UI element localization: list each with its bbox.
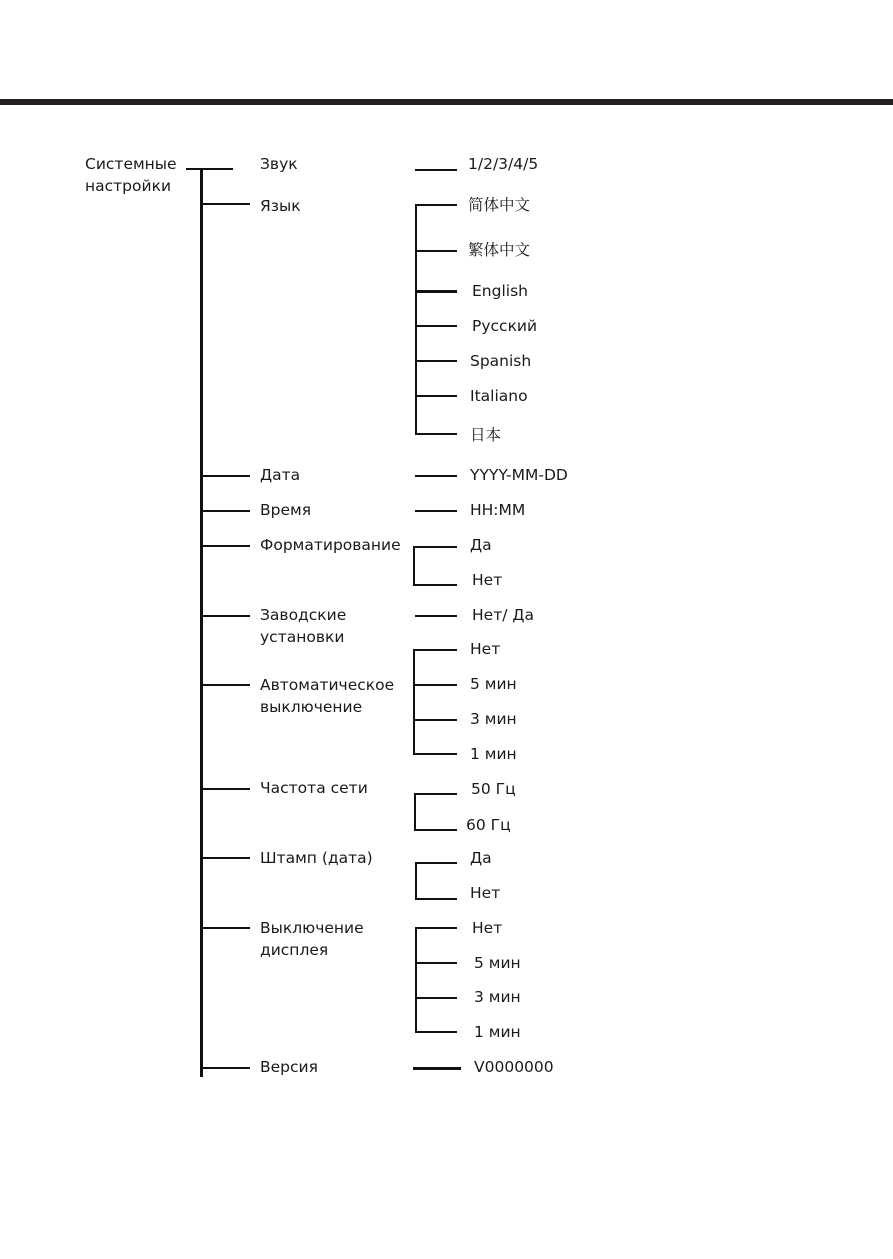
option-bracket xyxy=(415,204,417,435)
category-label-stamp: Штамп (дата) xyxy=(260,849,373,867)
option-display-off: 3 мин xyxy=(474,988,521,1006)
option-connector xyxy=(415,510,457,512)
category-branch xyxy=(202,615,250,617)
option-auto-off: Нет xyxy=(470,640,501,658)
category-branch xyxy=(202,475,250,477)
option-connector xyxy=(413,1067,461,1070)
option-auto-off: 5 мин xyxy=(470,675,517,693)
category-branch xyxy=(202,203,250,205)
option-language: Русский xyxy=(472,317,538,335)
category-label-auto-off: Автоматическое выключение xyxy=(260,676,395,716)
option-connector xyxy=(415,204,457,206)
option-bracket xyxy=(415,862,417,900)
category-label-format: Форматирование xyxy=(260,536,401,554)
option-connector xyxy=(415,325,457,327)
option-connector xyxy=(415,997,457,999)
option-auto-off: 3 мин xyxy=(470,710,517,728)
option-connector xyxy=(413,584,457,586)
category-branch xyxy=(202,684,250,686)
option-connector xyxy=(415,1031,457,1033)
option-frequency: 50 Гц xyxy=(471,780,516,798)
option-connector xyxy=(414,793,457,795)
trunk-line xyxy=(200,168,203,1077)
category-label-date: Дата xyxy=(260,466,301,484)
option-version: V0000000 xyxy=(474,1058,554,1076)
option-stamp: Нет xyxy=(470,884,501,902)
header-rule xyxy=(0,99,893,105)
option-date: YYYY-MM-DD xyxy=(470,466,568,484)
category-label-display-off: Выключение дисплея xyxy=(260,919,364,959)
category-branch xyxy=(202,788,250,790)
option-connector xyxy=(415,927,457,929)
category-branch xyxy=(202,927,250,929)
option-connector xyxy=(415,169,457,171)
option-frequency: 60 Гц xyxy=(466,816,511,834)
option-display-off: 5 мин xyxy=(474,954,521,972)
option-connector xyxy=(415,433,457,435)
option-connector xyxy=(415,862,457,864)
option-language: Spanish xyxy=(470,352,532,370)
option-connector xyxy=(413,719,457,721)
option-connector xyxy=(415,250,457,252)
option-connector xyxy=(415,360,457,362)
category-branch xyxy=(202,510,250,512)
option-connector xyxy=(413,753,457,755)
option-connector xyxy=(413,684,457,686)
category-label-sound: Звук xyxy=(260,155,298,173)
category-branch xyxy=(202,857,250,859)
category-branch xyxy=(202,1067,250,1069)
option-connector xyxy=(413,649,457,651)
option-display-off: Нет xyxy=(472,919,503,937)
category-branch xyxy=(202,545,250,547)
root-label: Системные настройки xyxy=(85,155,177,195)
option-connector xyxy=(414,829,457,831)
option-time: HH:MM xyxy=(470,501,526,519)
option-connector xyxy=(415,962,457,964)
category-label-version: Версия xyxy=(260,1058,318,1076)
option-connector xyxy=(415,395,457,397)
option-bracket xyxy=(415,927,417,1033)
category-label-frequency: Частота сети xyxy=(260,779,368,797)
option-format: Нет xyxy=(472,571,503,589)
option-connector xyxy=(413,546,457,548)
option-language: Italiano xyxy=(470,387,528,405)
option-bracket xyxy=(414,793,416,831)
category-label-factory: Заводские установки xyxy=(260,606,347,646)
option-connector xyxy=(415,615,457,617)
option-connector xyxy=(415,290,457,293)
option-display-off: 1 мин xyxy=(474,1023,521,1041)
category-label-time: Время xyxy=(260,501,312,519)
option-format: Да xyxy=(470,536,492,554)
option-bracket xyxy=(413,649,415,755)
option-language: 简体中文 xyxy=(468,196,531,214)
option-factory: Нет/ Да xyxy=(472,606,534,624)
option-auto-off: 1 мин xyxy=(470,745,517,763)
option-connector xyxy=(415,898,457,900)
option-language: 繁体中文 xyxy=(468,241,531,259)
root-connector xyxy=(186,168,233,170)
option-bracket xyxy=(413,546,415,586)
option-sound: 1/2/3/4/5 xyxy=(468,155,539,173)
option-connector xyxy=(415,475,457,477)
option-stamp: Да xyxy=(470,849,492,867)
option-language: English xyxy=(472,282,528,300)
option-language: 日本 xyxy=(470,426,502,444)
category-label-language: Язык xyxy=(260,197,301,215)
